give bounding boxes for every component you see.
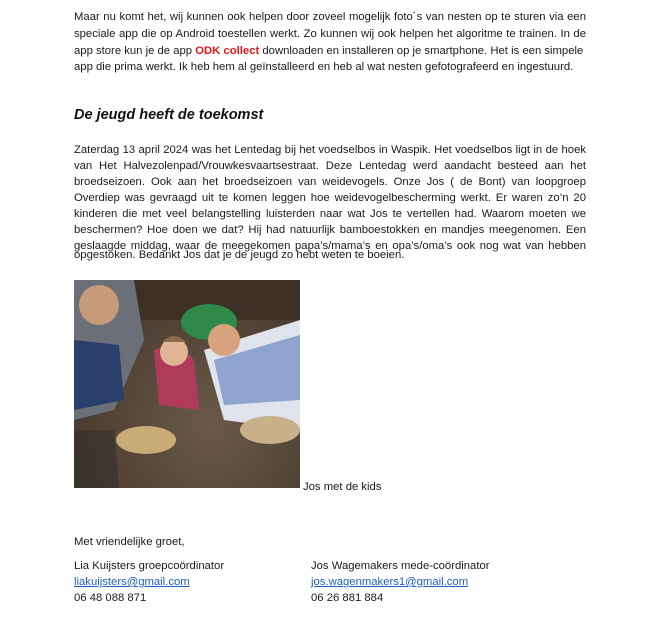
contact-email-link[interactable]: jos.wagenmakers1@gmail.com	[311, 576, 469, 588]
contact-phone: 06 26 881 884	[311, 592, 384, 604]
paragraph-line: beschermen? Hoe doen we dat? Hij had natuurlijk bamboestokken en mandjes meegenomen. Een	[74, 224, 586, 236]
section-title: De jeugd heeft de toekomst	[74, 107, 264, 123]
intro-text: app store kun je de app	[74, 45, 193, 57]
paragraph-line: opgestoken. Bedankt Jos dat je de jeugd zo hebt weten te boeien.	[74, 249, 405, 261]
intro-line	[74, 43, 583, 59]
paragraph-line: geslaagde middag, waar de meegekomen papa’s/mama’s en opa’s/oma’s ook nog wat van hebben	[74, 240, 586, 252]
paragraph-line: Overdiep was gevraagd uit te komen leggen hoe weidevogelbescherming werkt. Er waren zo’n 20	[74, 192, 586, 204]
intro-line: Maar nu komt het, wij kunnen ook helpen door zoveel mogelijk foto´s van nesten op te sturen via een	[74, 11, 586, 23]
paragraph-line: kinderen die met veel belangstelling luisterden naar wat Jos te vertellen had. Waarom moeten we	[74, 208, 586, 220]
intro-line: app die prima werkt. Ik heb hem al geïnstalleerd en heb al wat nesten gefotografeerd en ingestuurd.	[74, 61, 574, 73]
contact-lia	[74, 558, 224, 606]
intro-text: downloaden en installeren op je smartphone. Het is een simpele	[262, 45, 584, 57]
contact-name: Lia Kuijsters groepcoördinator	[74, 560, 225, 572]
contact-phone: 06 48 088 871	[74, 592, 147, 604]
photo-illustration	[74, 280, 300, 488]
kids-photo	[74, 280, 300, 488]
contact-jos	[311, 558, 490, 606]
paragraph-line: broedseizoen. Ook aan het broedseizoen van weidevogels. Onze Jos ( de Bont) van loopgroep	[74, 176, 586, 188]
app-name-highlight: ODK collect	[195, 45, 260, 57]
paragraph-line: van Het Halvezolenpad/Vrouwkesvaartsestraat. Deze Lentedag werd aandacht besteed aan het	[74, 160, 586, 172]
intro-line: speciale app die op Android toestellen werkt. Zo kunnen wij ook helpen het algoritme te trainen. In de	[74, 28, 586, 40]
greeting: Met vriendelijke groet,	[74, 536, 185, 548]
contact-email-link[interactable]: liakuijsters@gmail.com	[74, 576, 190, 588]
photo-caption: Jos met de kids	[303, 481, 382, 493]
contact-name: Jos Wagemakers mede-coördinator	[311, 560, 490, 572]
paragraph-line: Zaterdag 13 april 2024 was het Lentedag bij het voedselbos in Waspik. Het voedselbos ligt in de hoek	[74, 144, 586, 156]
